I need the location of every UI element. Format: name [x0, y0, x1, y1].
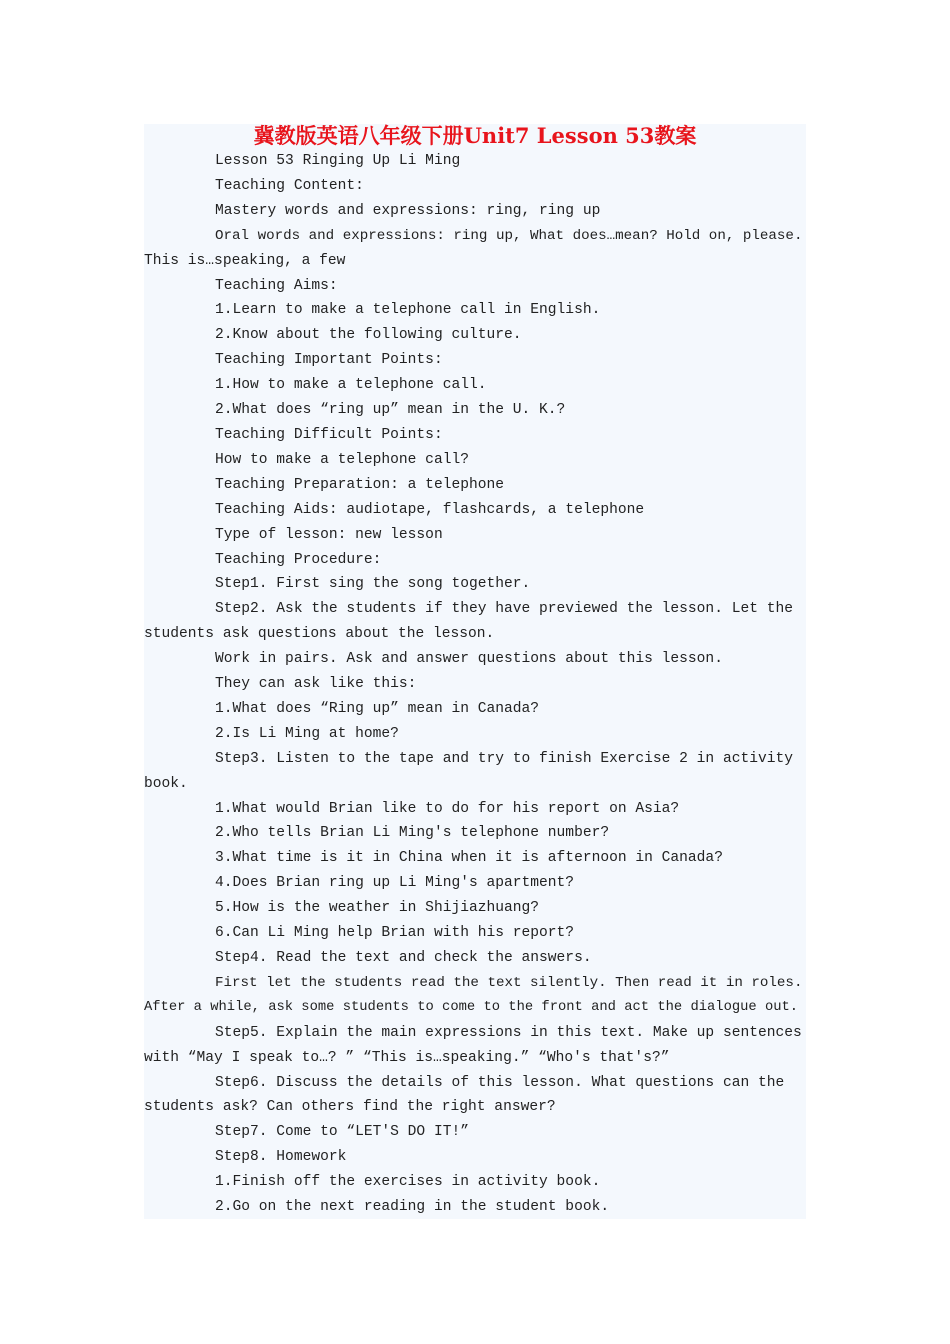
document-line: How to make a telephone call?	[215, 451, 469, 468]
document-line: Teaching Important Points:	[215, 352, 443, 369]
document-line: Teaching Difficult Points:	[215, 426, 443, 443]
document-line: 1.How to make a telephone call.	[215, 377, 487, 394]
document-line: First let the students read the text silently. Then read it in roles.	[215, 974, 803, 991]
document-line: After a while, ask some students to come to the front and act the dialogue out.	[144, 999, 799, 1015]
document-body	[144, 149, 806, 1220]
document-line: Lesson 53 Ringing Up Li Ming	[215, 153, 461, 169]
document-line: Teaching Aids: audiotape, flashcards, a telephone	[215, 501, 645, 518]
document-line: Work in pairs. Ask and answer questions about this lesson.	[215, 651, 723, 668]
document-line: 2.Is Li Ming at home?	[215, 725, 399, 742]
document-line: 2.Know about the following culture.	[215, 327, 522, 344]
document-line: They can ask like this:	[215, 676, 417, 693]
document-line: Step4. Read the text and check the answers.	[215, 950, 592, 966]
document-line: 4.Does Brian ring up Li Ming's apartment?	[215, 875, 575, 892]
document-line: Step6. Discuss the details of this lesson. What questions can the	[215, 1074, 785, 1091]
document-line: 1.Learn to make a telephone call in English.	[215, 302, 601, 319]
document-line: Step2. Ask the students if they have previewed the lesson. Let the	[215, 601, 794, 618]
document-line: Teaching Procedure:	[215, 551, 382, 568]
document-line: Step8. Homework	[215, 1149, 347, 1166]
document-line: Teaching Aims:	[215, 277, 338, 294]
document-line: Teaching Preparation: a telephone	[215, 476, 505, 493]
document-line: book.	[144, 775, 188, 792]
document-line: 5.How is the weather in Shijiazhuang?	[215, 900, 540, 917]
document-line: Type of lesson: new lesson	[215, 526, 443, 543]
document-line: Step7. Come to “LET'S DO IT!”	[215, 1124, 469, 1141]
document-line: Step1. First sing the song together.	[215, 576, 531, 593]
document-line: This is…speaking, a few	[144, 252, 346, 269]
document-line: Teaching Content:	[215, 177, 364, 194]
document-line: 2.Who tells Brian Li Ming's telephone number?	[215, 825, 610, 842]
document-line: 1.What does “Ring up” mean in Canada?	[215, 700, 540, 717]
document-line: Mastery words and expressions: ring, ring up	[215, 202, 601, 219]
document-line: 3.What time is it in China when it is afternoon in Canada?	[215, 850, 723, 867]
document-title: 冀教版英语八年级下册Unit7 Lesson 53教案	[253, 123, 697, 148]
document-line: 2.Go on the next reading in the student book.	[215, 1199, 610, 1216]
document-line: Step3. Listen to the tape and try to finish Exercise 2 in activity	[215, 750, 794, 767]
document-line: 6.Can Li Ming help Brian with his report?	[215, 925, 575, 942]
document-line: with “May I speak to…? ” “This is…speaking.” “Who's that's?”	[144, 1049, 670, 1066]
document-line: 1.Finish off the exercises in activity book.	[215, 1174, 601, 1191]
document-line: students ask questions about the lesson.	[144, 626, 495, 643]
document-line: 2.What does “ring up” mean in the U. K.?	[215, 402, 566, 419]
document-line: students ask? Can others find the right answer?	[144, 1099, 556, 1116]
document-line: Step5. Explain the main expressions in this text. Make up sentences	[215, 1024, 802, 1041]
document-line: 1.What would Brian like to do for his report on Asia?	[215, 800, 680, 817]
document-line: Oral words and expressions: ring up, What does…mean? Hold on, please.	[215, 227, 803, 244]
